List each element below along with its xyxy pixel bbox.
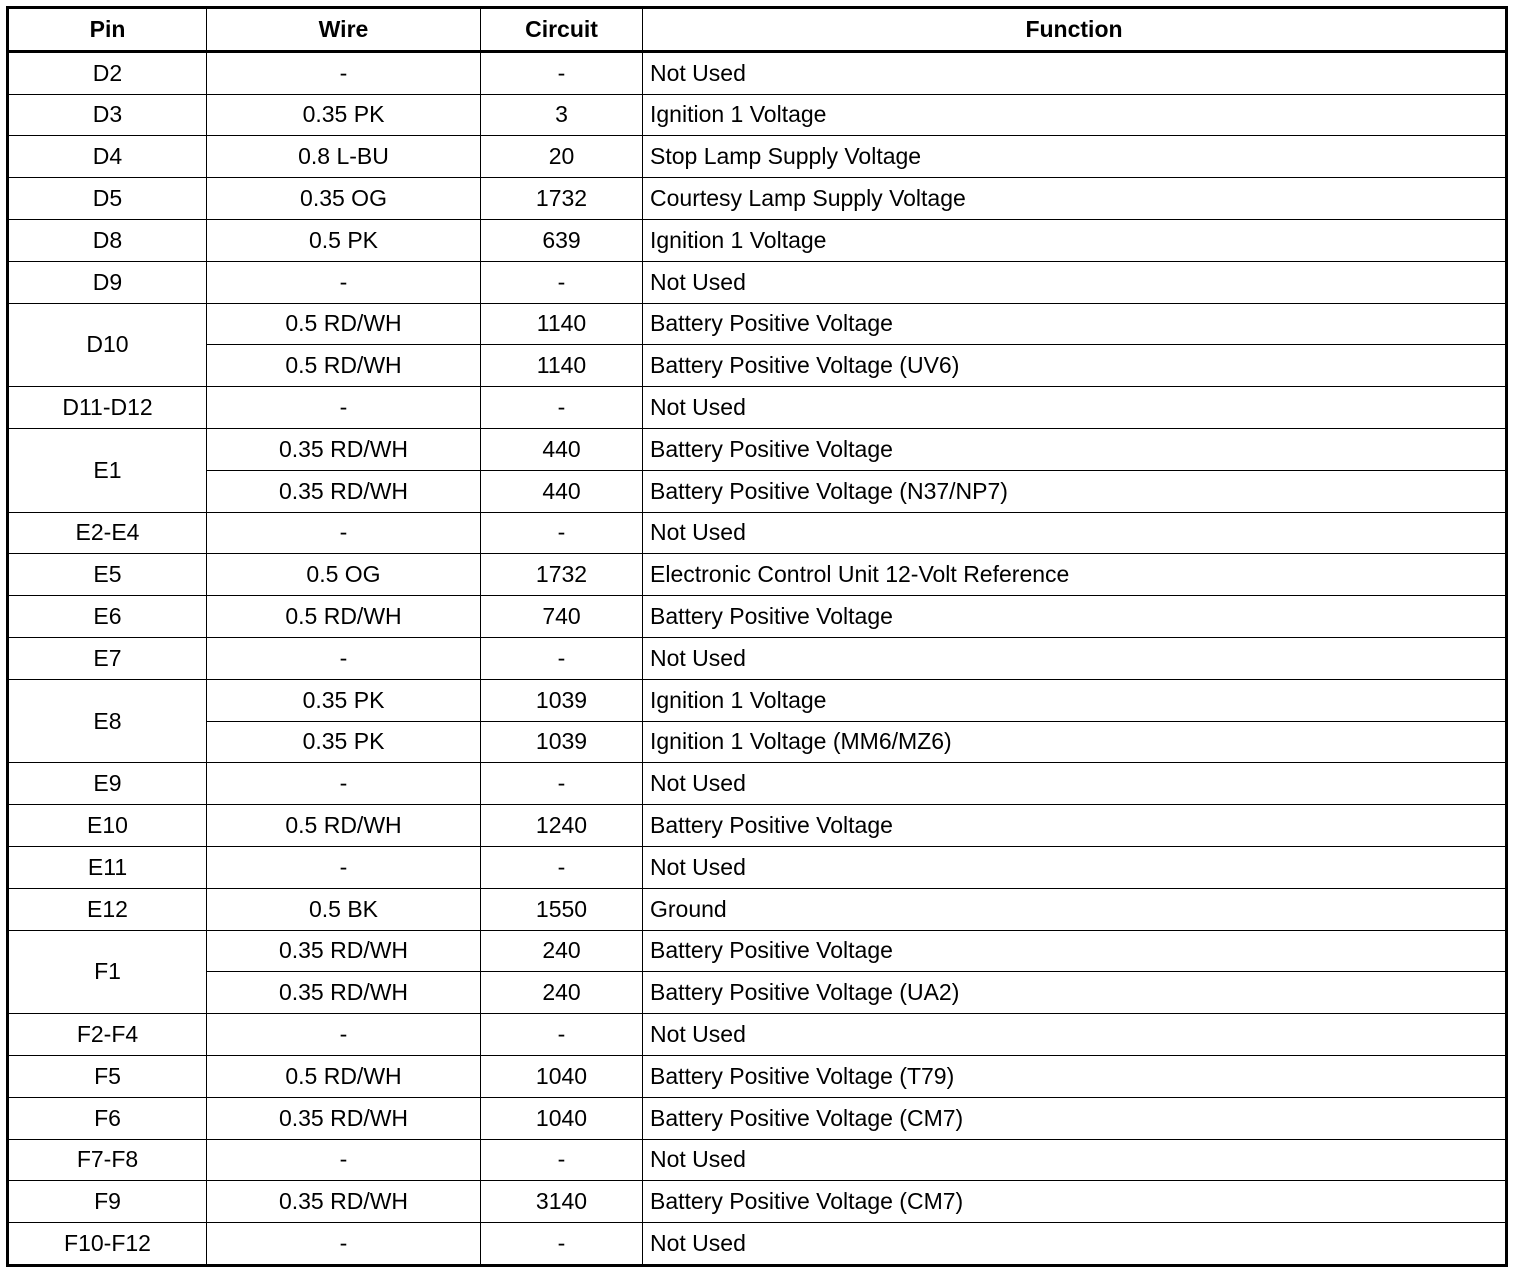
wire-cell: 0.35 RD/WH — [207, 470, 481, 512]
table-row — [8, 972, 1507, 1014]
table-row — [8, 805, 1507, 847]
table-body — [8, 51, 1507, 1265]
table-row — [8, 387, 1507, 429]
wire-cell: 0.8 L-BU — [207, 136, 481, 178]
function-cell: Not Used — [643, 846, 1507, 888]
table-row — [8, 219, 1507, 261]
table-row — [8, 470, 1507, 512]
circuit-cell: - — [481, 1223, 643, 1266]
wire-cell: 0.35 RD/WH — [207, 1097, 481, 1139]
wire-cell: 0.5 OG — [207, 554, 481, 596]
table-row — [8, 512, 1507, 554]
function-cell: Ignition 1 Voltage (MM6/MZ6) — [643, 721, 1507, 763]
pin-cell: D8 — [8, 219, 207, 261]
circuit-cell: 639 — [481, 219, 643, 261]
circuit-cell: 1240 — [481, 805, 643, 847]
table-row — [8, 721, 1507, 763]
wire-cell: 0.35 PK — [207, 94, 481, 136]
function-cell: Battery Positive Voltage (N37/NP7) — [643, 470, 1507, 512]
pin-cell: E6 — [8, 596, 207, 638]
pin-cell: E1 — [8, 428, 207, 512]
pin-cell: F5 — [8, 1055, 207, 1097]
pin-cell: F6 — [8, 1097, 207, 1139]
wire-cell: - — [207, 763, 481, 805]
circuit-cell: - — [481, 512, 643, 554]
table-row — [8, 1181, 1507, 1223]
circuit-cell: 1732 — [481, 178, 643, 220]
table-row — [8, 136, 1507, 178]
header-function: Function — [643, 8, 1507, 52]
table-row — [8, 1097, 1507, 1139]
table-row — [8, 930, 1507, 972]
function-cell: Battery Positive Voltage — [643, 596, 1507, 638]
wire-cell: 0.35 PK — [207, 721, 481, 763]
circuit-cell: 240 — [481, 930, 643, 972]
pin-cell: F10-F12 — [8, 1223, 207, 1266]
function-cell: Electronic Control Unit 12-Volt Reference — [643, 554, 1507, 596]
function-cell: Ground — [643, 888, 1507, 930]
function-cell: Not Used — [643, 512, 1507, 554]
circuit-cell: - — [481, 763, 643, 805]
wire-cell: 0.5 PK — [207, 219, 481, 261]
wire-cell: 0.35 RD/WH — [207, 428, 481, 470]
wire-cell: - — [207, 1139, 481, 1181]
circuit-cell: 1040 — [481, 1097, 643, 1139]
table-row — [8, 51, 1507, 94]
function-cell: Ignition 1 Voltage — [643, 94, 1507, 136]
circuit-cell: 440 — [481, 428, 643, 470]
header-wire: Wire — [207, 8, 481, 52]
pin-cell: E7 — [8, 637, 207, 679]
table-row — [8, 679, 1507, 721]
connector-pinout-table — [6, 6, 1508, 1267]
circuit-cell: 20 — [481, 136, 643, 178]
wire-cell: - — [207, 387, 481, 429]
table-row — [8, 1139, 1507, 1181]
wire-cell: 0.35 PK — [207, 679, 481, 721]
table-row — [8, 178, 1507, 220]
circuit-cell: 1550 — [481, 888, 643, 930]
circuit-cell: 1040 — [481, 1055, 643, 1097]
table-row — [8, 596, 1507, 638]
circuit-cell: 440 — [481, 470, 643, 512]
function-cell: Battery Positive Voltage — [643, 303, 1507, 345]
pin-cell: D9 — [8, 261, 207, 303]
table-header — [8, 8, 1507, 52]
function-cell: Ignition 1 Voltage — [643, 679, 1507, 721]
wire-cell: - — [207, 1223, 481, 1266]
table-row — [8, 428, 1507, 470]
pin-cell: F7-F8 — [8, 1139, 207, 1181]
wire-cell: 0.5 RD/WH — [207, 1055, 481, 1097]
table-row — [8, 554, 1507, 596]
pin-cell: E9 — [8, 763, 207, 805]
circuit-cell: 1039 — [481, 721, 643, 763]
pin-cell: F2-F4 — [8, 1014, 207, 1056]
table-row — [8, 637, 1507, 679]
pin-cell: E11 — [8, 846, 207, 888]
function-cell: Battery Positive Voltage (UV6) — [643, 345, 1507, 387]
function-cell: Battery Positive Voltage (CM7) — [643, 1181, 1507, 1223]
wire-cell: - — [207, 1014, 481, 1056]
pin-cell: E12 — [8, 888, 207, 930]
circuit-cell: 1140 — [481, 303, 643, 345]
table-row — [8, 1014, 1507, 1056]
function-cell: Stop Lamp Supply Voltage — [643, 136, 1507, 178]
circuit-cell: 1140 — [481, 345, 643, 387]
pin-cell: D5 — [8, 178, 207, 220]
table-row — [8, 303, 1507, 345]
wire-cell: - — [207, 512, 481, 554]
table-row — [8, 888, 1507, 930]
function-cell: Not Used — [643, 1014, 1507, 1056]
circuit-cell: - — [481, 387, 643, 429]
pin-cell: D2 — [8, 51, 207, 94]
wire-cell: - — [207, 51, 481, 94]
pin-cell: E5 — [8, 554, 207, 596]
function-cell: Not Used — [643, 51, 1507, 94]
function-cell: Battery Positive Voltage — [643, 428, 1507, 470]
circuit-cell: - — [481, 1139, 643, 1181]
circuit-cell: - — [481, 261, 643, 303]
wire-cell: 0.5 RD/WH — [207, 303, 481, 345]
table-row — [8, 94, 1507, 136]
circuit-cell: - — [481, 51, 643, 94]
circuit-cell: 1732 — [481, 554, 643, 596]
function-cell: Ignition 1 Voltage — [643, 219, 1507, 261]
circuit-cell: 1039 — [481, 679, 643, 721]
wire-cell: 0.35 RD/WH — [207, 930, 481, 972]
function-cell: Battery Positive Voltage (T79) — [643, 1055, 1507, 1097]
pin-cell: D11-D12 — [8, 387, 207, 429]
pin-cell: F9 — [8, 1181, 207, 1223]
wire-cell: 0.5 RD/WH — [207, 345, 481, 387]
function-cell: Not Used — [643, 387, 1507, 429]
function-cell: Not Used — [643, 763, 1507, 805]
function-cell: Battery Positive Voltage (CM7) — [643, 1097, 1507, 1139]
wire-cell: 0.35 RD/WH — [207, 972, 481, 1014]
table-row — [8, 763, 1507, 805]
wire-cell: 0.5 RD/WH — [207, 805, 481, 847]
header-row — [8, 8, 1507, 52]
pin-cell: D10 — [8, 303, 207, 387]
circuit-cell: 740 — [481, 596, 643, 638]
wire-cell: - — [207, 261, 481, 303]
table-row — [8, 1055, 1507, 1097]
wire-cell: 0.35 OG — [207, 178, 481, 220]
function-cell: Not Used — [643, 1223, 1507, 1266]
circuit-cell: - — [481, 637, 643, 679]
wire-cell: - — [207, 846, 481, 888]
pin-cell: D3 — [8, 94, 207, 136]
wire-cell: 0.35 RD/WH — [207, 1181, 481, 1223]
circuit-cell: - — [481, 1014, 643, 1056]
wire-cell: 0.5 BK — [207, 888, 481, 930]
function-cell: Battery Positive Voltage (UA2) — [643, 972, 1507, 1014]
pin-cell: F1 — [8, 930, 207, 1014]
function-cell: Courtesy Lamp Supply Voltage — [643, 178, 1507, 220]
pin-cell: E2-E4 — [8, 512, 207, 554]
wire-cell: 0.5 RD/WH — [207, 596, 481, 638]
pin-cell: E10 — [8, 805, 207, 847]
pin-cell: D4 — [8, 136, 207, 178]
function-cell: Battery Positive Voltage — [643, 930, 1507, 972]
circuit-cell: 3140 — [481, 1181, 643, 1223]
header-pin: Pin — [8, 8, 207, 52]
circuit-cell: 3 — [481, 94, 643, 136]
header-circuit: Circuit — [481, 8, 643, 52]
function-cell: Not Used — [643, 1139, 1507, 1181]
table-row — [8, 345, 1507, 387]
function-cell: Not Used — [643, 261, 1507, 303]
circuit-cell: - — [481, 846, 643, 888]
table-row — [8, 1223, 1507, 1266]
circuit-cell: 240 — [481, 972, 643, 1014]
table-row — [8, 846, 1507, 888]
wire-cell: - — [207, 637, 481, 679]
pin-cell: E8 — [8, 679, 207, 763]
function-cell: Not Used — [643, 637, 1507, 679]
table-row — [8, 261, 1507, 303]
function-cell: Battery Positive Voltage — [643, 805, 1507, 847]
